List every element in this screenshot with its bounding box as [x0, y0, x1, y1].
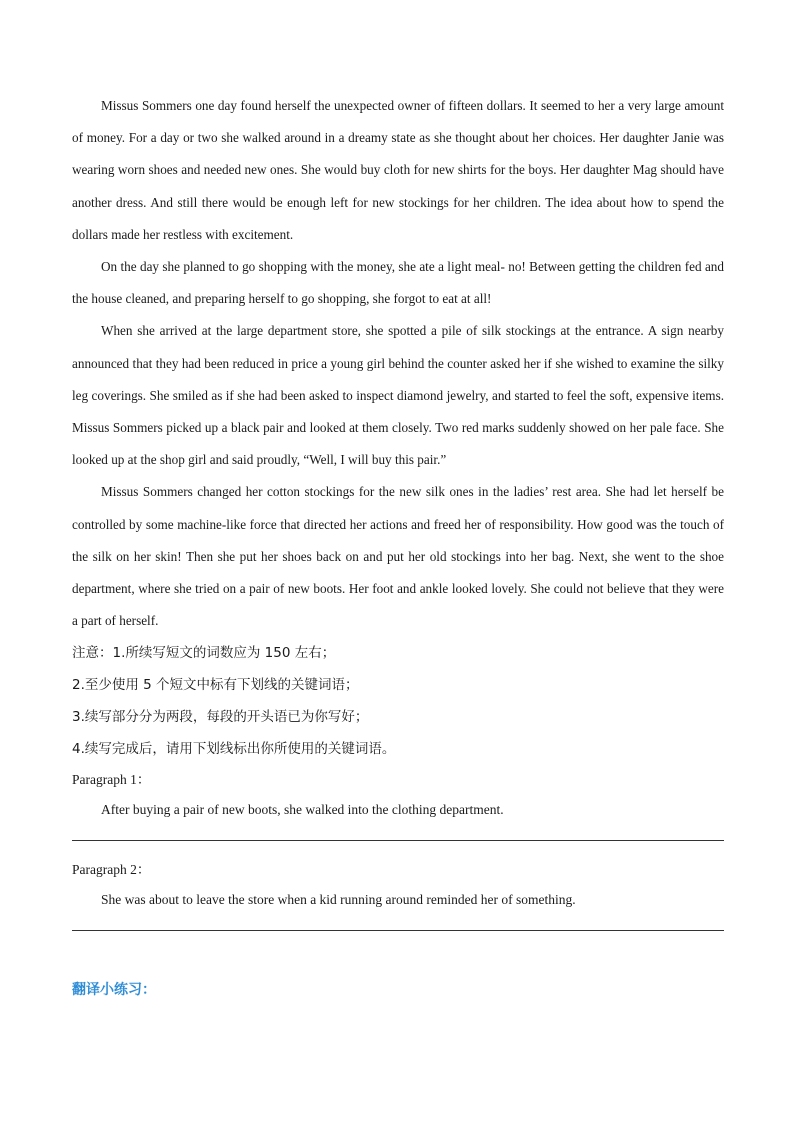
passage-paragraph-3: When she arrived at the large department store, she spotted a pile of silk stockings at the entrance. A sign nearby announced that they had been reduced in price a young girl behind the counter asked her if she wished to examine the silky leg coverings. She smiled as if she had been asked to inspect diamond jewelry, and started to feel the soft, expensive items. Missus Sommers picked up a black pair and looked at them closely. Two red marks suddenly showed on her pale face. She looked up at the shop girl and said proudly, “Well, I will buy this pair.”	[72, 323, 724, 468]
paragraph-2-opener: She was about to leave the store when a kid running around reminded her of something.	[101, 892, 576, 908]
paragraph-2-label: Paragraph 2：	[72, 862, 151, 878]
story-passage	[72, 90, 724, 637]
paragraph-1-opener: After buying a pair of new boots, she walked into the clothing department.	[101, 802, 504, 818]
passage-paragraph-2: On the day she planned to go shopping with the money, she ate a light meal- no! Between getting the children fed and the house cleaned, and preparing herself to go shopping, she forgot to eat at all!	[72, 259, 724, 307]
paragraph-2-answer-line[interactable]	[72, 915, 724, 945]
writing-instructions	[72, 637, 724, 765]
paragraph-1-answer-line[interactable]	[72, 825, 724, 855]
continuation-section	[72, 765, 724, 945]
paragraph-1-label: Paragraph 1：	[72, 772, 151, 788]
instruction-1: 注意：1.所续写短文的词数应为 150 左右；	[72, 645, 336, 662]
passage-paragraph-1: Missus Sommers one day found herself the unexpected owner of fifteen dollars. It seemed to her a very large amount of money. For a day or two she walked around in a dreamy state as she thought about her choices. Her daughter Janie was wearing worn shoes and needed new ones. She would buy cloth for new shirts for the boys. Her daughter Mag should have another dress. And still there would be enough left for new stockings for her children. The idea about how to spend the dollars made her restless with excitement.	[72, 98, 724, 242]
translation-practice-heading: 翻译小练习：	[72, 982, 156, 999]
document-page	[72, 90, 724, 1001]
instruction-2: 2.至少使用 5 个短文中标有下划线的关键词语；	[72, 677, 359, 694]
instruction-3: 3.续写部分分为两段，每段的开头语已为你写好；	[72, 709, 369, 726]
passage-paragraph-4: Missus Sommers changed her cotton stockings for the new silk ones in the ladies’ rest area. She had let herself be controlled by some machine-like force that directed her actions and freed her of responsibility. How good was the touch of the silk on her skin! Then she put her shoes back on and put her old stockings into her bag. Next, she went to the shoe department, where she tried on a pair of new boots. Her foot and ankle looked lovely. She could not believe that they were a part of herself.	[72, 484, 724, 629]
instruction-4: 4.续写完成后，请用下划线标出你所使用的关键词语。	[72, 741, 396, 758]
